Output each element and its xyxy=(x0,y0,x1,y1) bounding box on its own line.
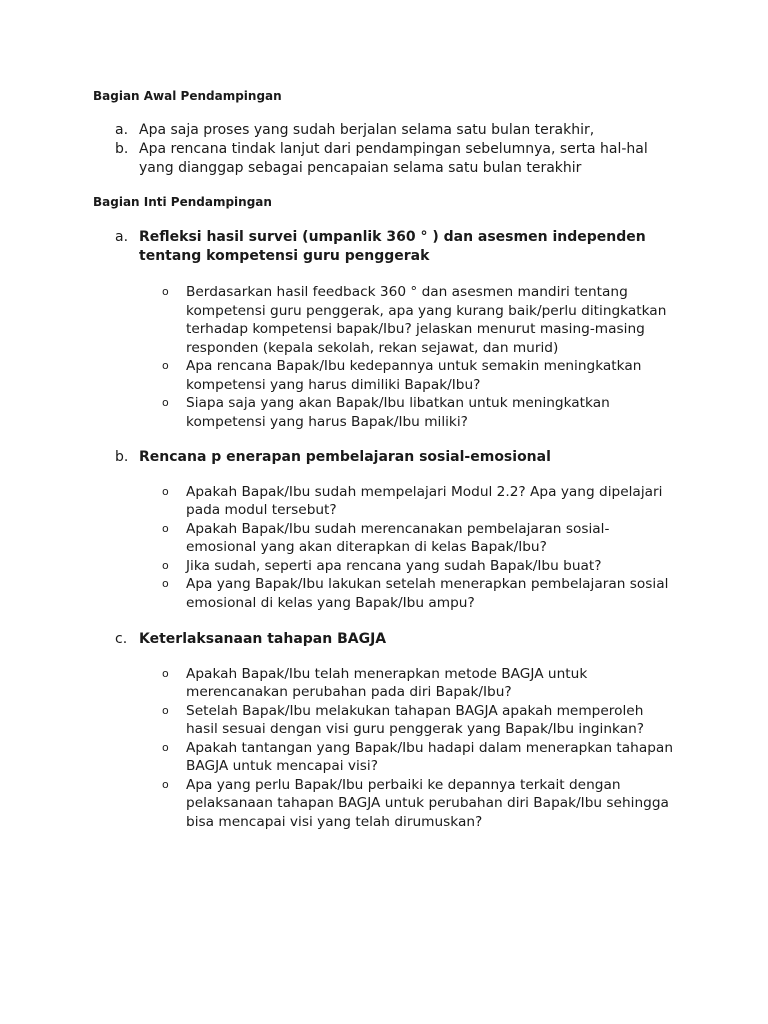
question-text: Jika sudah, seperti apa rencana yang sudah Bapak/Ibu buat? xyxy=(186,557,602,574)
list-item xyxy=(162,575,675,612)
list-marker: c. xyxy=(115,631,128,647)
list-item xyxy=(162,283,675,357)
circle-bullet-icon: o xyxy=(162,703,169,717)
list-marker: b. xyxy=(115,449,129,465)
heading-text: Keterlaksanaan tahapan BAGJA xyxy=(139,631,387,647)
list-item xyxy=(162,702,675,739)
question-list xyxy=(162,665,675,832)
list-item xyxy=(162,483,675,520)
question-list xyxy=(162,483,675,613)
circle-bullet-icon: o xyxy=(162,666,169,680)
section-title-awal: Bagian Awal Pendampingan xyxy=(93,89,282,103)
circle-bullet-icon: o xyxy=(162,521,169,535)
main-item-heading xyxy=(115,228,675,265)
question-text: Apakah Bapak/Ibu sudah merencanakan pembelajaran sosial-emosional yang akan diterapkan di kelas Bapak/Ibu? xyxy=(186,520,610,555)
question-text: Berdasarkan hasil feedback 360 ° dan asesmen mandiri tentang kompetensi guru penggerak, apa yang kurang baik/perlu ditingkatkan terhadap kompetensi bapak/Ibu? jelaskan menurut masing-masing responden (kepala sekolah, rekan sejawat, dan murid) xyxy=(186,284,667,356)
intro-item-a xyxy=(115,121,675,140)
circle-bullet-icon: o xyxy=(162,777,169,791)
list-item xyxy=(162,557,675,576)
main-item-heading xyxy=(115,630,675,649)
intro-item-text: Apa rencana tindak lanjut dari pendampingan sebelumnya, serta hal-hal yang dianggap sebagai pencapaian selama satu bulan terakhir xyxy=(139,141,648,176)
question-text: Apakah Bapak/Ibu sudah mempelajari Modul 2.2? Apa yang dipelajari pada modul tersebut? xyxy=(186,483,663,518)
circle-bullet-icon: o xyxy=(162,359,169,372)
heading-text: Refleksi hasil survei (umpanlik 360 ° ) dan asesmen independen tentang kompetensi guru penggerak xyxy=(139,229,646,264)
list-item xyxy=(162,394,675,431)
list-marker: a. xyxy=(115,122,129,138)
list-item xyxy=(162,520,675,557)
list-item xyxy=(162,665,675,702)
intro-item-b xyxy=(115,140,675,178)
list-item xyxy=(162,776,675,832)
list-marker: b. xyxy=(115,141,129,157)
circle-bullet-icon: o xyxy=(162,558,169,572)
circle-bullet-icon: o xyxy=(162,577,169,590)
question-list xyxy=(162,283,675,431)
intro-list xyxy=(115,121,675,178)
main-item-c xyxy=(115,630,675,831)
section-title-inti: Bagian Inti Pendampingan xyxy=(93,195,272,209)
question-text: Apakah tantangan yang Bapak/Ibu hadapi dalam menerapkan tahapan BAGJA untuk mencapai visi? xyxy=(186,739,673,774)
question-text: Apa yang perlu Bapak/Ibu perbaiki ke depannya terkait dengan pelaksanaan tahapan BAGJA untuk perubahan diri Bapak/Ibu sehingga bisa mencapai visi yang telah dirumuskan? xyxy=(186,776,669,830)
circle-bullet-icon: o xyxy=(162,740,169,754)
question-text: Apa yang Bapak/Ibu lakukan setelah menerapkan pembelajaran sosial emosional di kelas yang Bapak/Ibu ampu? xyxy=(186,576,669,611)
list-marker: a. xyxy=(115,229,129,245)
list-item xyxy=(162,739,675,776)
list-item xyxy=(162,357,675,394)
circle-bullet-icon: o xyxy=(162,285,169,298)
question-text: Setelah Bapak/Ibu melakukan tahapan BAGJA apakah memperoleh hasil sesuai dengan visi guru penggerak yang Bapak/Ibu inginkan? xyxy=(186,702,645,737)
question-text: Siapa saja yang akan Bapak/Ibu libatkan untuk meningkatkan kompetensi yang harus Bapak/Ibu miliki? xyxy=(186,395,610,430)
question-text: Apakah Bapak/Ibu telah menerapkan metode BAGJA untuk merencanakan perubahan pada diri Bapak/Ibu? xyxy=(186,665,588,700)
heading-text: Rencana p enerapan pembelajaran sosial-emosional xyxy=(139,449,551,465)
main-item-heading xyxy=(115,448,675,467)
circle-bullet-icon: o xyxy=(162,396,169,409)
question-text: Apa rencana Bapak/Ibu kedepannya untuk semakin meningkatkan kompetensi yang harus dimiliki Bapak/Ibu? xyxy=(186,358,642,393)
main-item-a xyxy=(115,228,675,431)
main-item-b xyxy=(115,448,675,612)
intro-item-text: Apa saja proses yang sudah berjalan selama satu bulan terakhir, xyxy=(139,122,595,138)
circle-bullet-icon: o xyxy=(162,484,169,498)
